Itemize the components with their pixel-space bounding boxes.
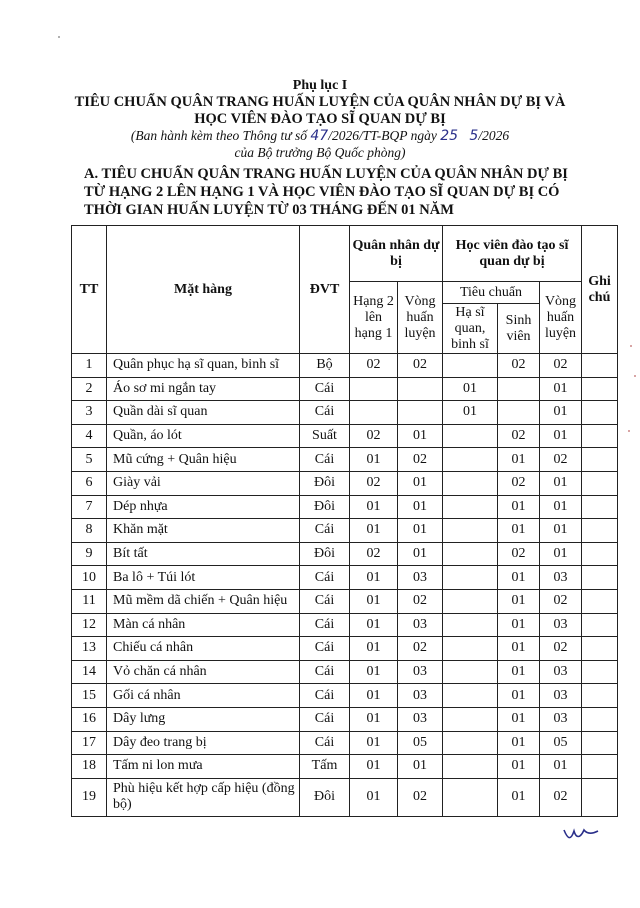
cell-tt: 16 — [72, 707, 107, 731]
handwritten-circular-number: 47 — [310, 128, 329, 144]
cell-unit: Đôi — [300, 542, 350, 566]
cell-tt: 14 — [72, 660, 107, 684]
cell-tt: 11 — [72, 589, 107, 613]
cell-student: 02 — [498, 471, 540, 495]
cell-rank-up: 01 — [350, 519, 398, 543]
cell-nco-soldier — [443, 660, 498, 684]
cell-nco-soldier — [443, 707, 498, 731]
cell-note — [582, 424, 618, 448]
cell-unit: Đôi — [300, 778, 350, 816]
section-heading-line-1: A. TIÊU CHUẨN QUÂN TRANG HUẤN LUYỆN CỦA QUÂN NHÂN DỰ BỊ — [84, 166, 568, 182]
cell-student: 01 — [498, 448, 540, 472]
table-row — [72, 471, 618, 495]
document-title-line-2: HỌC VIÊN ĐÀO TẠO SĨ QUAN DỰ BỊ — [194, 111, 446, 127]
cell-nco-soldier — [443, 542, 498, 566]
header-unit: ĐVT — [300, 226, 350, 354]
cell-tt: 1 — [72, 354, 107, 378]
table-row — [72, 448, 618, 472]
cell-nco-soldier — [443, 637, 498, 661]
cell-unit: Cái — [300, 637, 350, 661]
cell-rank-up: 01 — [350, 566, 398, 590]
cell-reserve-cycle: 03 — [398, 707, 443, 731]
table-row — [72, 755, 618, 779]
cell-reserve-cycle: 01 — [398, 424, 443, 448]
table-row — [72, 424, 618, 448]
cell-nco-soldier — [443, 755, 498, 779]
cell-unit: Cái — [300, 731, 350, 755]
cell-student-cycle: 01 — [540, 424, 582, 448]
cell-nco-soldier — [443, 589, 498, 613]
cell-tt: 6 — [72, 471, 107, 495]
cell-note — [582, 660, 618, 684]
cell-unit: Cái — [300, 660, 350, 684]
cell-unit: Cái — [300, 448, 350, 472]
cell-student: 01 — [498, 660, 540, 684]
cell-nco-soldier — [443, 519, 498, 543]
cell-student: 01 — [498, 566, 540, 590]
cell-reserve-cycle — [398, 401, 443, 425]
header-tt: TT — [72, 226, 107, 354]
cell-reserve-cycle: 01 — [398, 471, 443, 495]
issuance-prefix: (Ban hành kèm theo Thông tư số — [130, 128, 307, 143]
cell-rank-up: 02 — [350, 354, 398, 378]
scan-artifact — [630, 345, 632, 347]
handwritten-day: 25 — [440, 128, 459, 144]
cell-nco-soldier — [443, 731, 498, 755]
issuance-note-line-2: của Bộ trưởng Bộ Quốc phòng) — [234, 145, 406, 160]
cell-student-cycle: 03 — [540, 660, 582, 684]
cell-reserve-cycle: 02 — [398, 637, 443, 661]
cell-note — [582, 542, 618, 566]
cell-item: Tấm ni lon mưa — [107, 755, 300, 779]
table-row — [72, 637, 618, 661]
table-row — [72, 377, 618, 401]
cell-reserve-cycle: 02 — [398, 589, 443, 613]
cell-rank-up: 01 — [350, 684, 398, 708]
cell-note — [582, 755, 618, 779]
cell-student-cycle: 01 — [540, 471, 582, 495]
cell-rank-up: 01 — [350, 613, 398, 637]
cell-note — [582, 684, 618, 708]
scan-artifact — [634, 375, 636, 377]
table-row — [72, 660, 618, 684]
section-heading-line-3: THỜI GIAN HUẤN LUYỆN TỪ 03 THÁNG ĐẾN 01 NĂM — [84, 202, 454, 218]
cell-note — [582, 377, 618, 401]
cell-item: Dây đeo trang bị — [107, 731, 300, 755]
cell-nco-soldier: 01 — [443, 401, 498, 425]
cell-student-cycle: 01 — [540, 495, 582, 519]
cell-rank-up — [350, 401, 398, 425]
cell-reserve-cycle: 05 — [398, 731, 443, 755]
cell-item: Áo sơ mi ngắn tay — [107, 377, 300, 401]
cell-unit: Bộ — [300, 354, 350, 378]
cell-reserve-cycle: 03 — [398, 660, 443, 684]
cell-tt: 7 — [72, 495, 107, 519]
cell-student-cycle: 01 — [540, 542, 582, 566]
cell-student: 01 — [498, 613, 540, 637]
cell-reserve-cycle: 02 — [398, 778, 443, 816]
cell-rank-up: 02 — [350, 542, 398, 566]
cell-nco-soldier — [443, 566, 498, 590]
cell-item: Gối cá nhân — [107, 684, 300, 708]
cell-reserve-cycle: 02 — [398, 448, 443, 472]
document-title-line-1: TIÊU CHUẨN QUÂN TRANG HUẤN LUYỆN CỦA QUÂN NHÂN DỰ BỊ VÀ — [74, 94, 566, 110]
cell-tt: 8 — [72, 519, 107, 543]
cell-reserve-cycle: 03 — [398, 613, 443, 637]
cell-note — [582, 589, 618, 613]
cell-item: Phù hiệu kết hợp cấp hiệu (đồng bộ) — [107, 778, 300, 816]
cell-note — [582, 778, 618, 816]
cell-tt: 17 — [72, 731, 107, 755]
cell-tt: 19 — [72, 778, 107, 816]
table-row — [72, 778, 618, 816]
table-row — [72, 401, 618, 425]
cell-unit: Cái — [300, 589, 350, 613]
table-row — [72, 731, 618, 755]
cell-item: Chiếu cá nhân — [107, 637, 300, 661]
cell-nco-soldier — [443, 471, 498, 495]
cell-student — [498, 377, 540, 401]
cell-student-cycle: 03 — [540, 707, 582, 731]
cell-nco-soldier — [443, 495, 498, 519]
cell-student: 01 — [498, 707, 540, 731]
cell-rank-up: 01 — [350, 495, 398, 519]
cell-student-cycle: 02 — [540, 354, 582, 378]
cell-tt: 13 — [72, 637, 107, 661]
cell-note — [582, 707, 618, 731]
cell-item: Vỏ chăn cá nhân — [107, 660, 300, 684]
cell-student: 01 — [498, 495, 540, 519]
appendix-label: Phụ lục I — [292, 78, 348, 93]
cell-note — [582, 519, 618, 543]
cell-student: 01 — [498, 755, 540, 779]
cell-unit: Đôi — [300, 495, 350, 519]
cell-rank-up: 02 — [350, 471, 398, 495]
cell-unit: Tấm — [300, 755, 350, 779]
cell-nco-soldier — [443, 684, 498, 708]
cell-note — [582, 566, 618, 590]
cell-unit: Cái — [300, 519, 350, 543]
section-heading-line-2: TỪ HẠNG 2 LÊN HẠNG 1 VÀ HỌC VIÊN ĐÀO TẠO SĨ QUAN DỰ BỊ CÓ — [84, 184, 560, 200]
cell-student-cycle: 03 — [540, 566, 582, 590]
header-nco-soldier: Hạ sĩ quan, binh sĩ — [443, 304, 498, 354]
cell-note — [582, 731, 618, 755]
table-row — [72, 519, 618, 543]
scan-artifact — [628, 430, 630, 432]
issuance-mid: /2026/TT-BQP ngày — [328, 128, 437, 143]
cell-unit: Cái — [300, 566, 350, 590]
cell-item: Khăn mặt — [107, 519, 300, 543]
cell-tt: 12 — [72, 613, 107, 637]
cell-student-cycle: 01 — [540, 755, 582, 779]
cell-item: Bít tất — [107, 542, 300, 566]
cell-note — [582, 354, 618, 378]
scan-artifact — [58, 36, 60, 38]
cell-student: 01 — [498, 684, 540, 708]
cell-reserve-cycle: 01 — [398, 542, 443, 566]
cell-unit: Cái — [300, 377, 350, 401]
cell-item: Mũ cứng + Quân hiệu — [107, 448, 300, 472]
cell-rank-up: 01 — [350, 731, 398, 755]
cell-reserve-cycle: 01 — [398, 755, 443, 779]
cell-unit: Đôi — [300, 471, 350, 495]
cell-student-cycle: 02 — [540, 637, 582, 661]
cell-note — [582, 471, 618, 495]
cell-note — [582, 495, 618, 519]
cell-student: 01 — [498, 519, 540, 543]
cell-unit: Cái — [300, 707, 350, 731]
cell-rank-up: 01 — [350, 448, 398, 472]
cell-tt: 15 — [72, 684, 107, 708]
cell-student — [498, 401, 540, 425]
cell-rank-up: 02 — [350, 424, 398, 448]
cell-tt: 4 — [72, 424, 107, 448]
cell-student-cycle: 05 — [540, 731, 582, 755]
cell-student: 02 — [498, 424, 540, 448]
cell-nco-soldier — [443, 613, 498, 637]
header-reserve-group: Quân nhân dự bị — [350, 226, 443, 282]
cell-item: Dép nhựa — [107, 495, 300, 519]
cell-tt: 2 — [72, 377, 107, 401]
cell-unit: Cái — [300, 613, 350, 637]
cell-rank-up: 01 — [350, 589, 398, 613]
cell-rank-up: 01 — [350, 778, 398, 816]
cell-nco-soldier — [443, 354, 498, 378]
cell-tt: 3 — [72, 401, 107, 425]
table-body — [72, 354, 618, 817]
cell-student-cycle: 02 — [540, 778, 582, 816]
cell-student-cycle: 01 — [540, 401, 582, 425]
table-row — [72, 684, 618, 708]
table-row — [72, 354, 618, 378]
cell-student-cycle: 02 — [540, 589, 582, 613]
cell-nco-soldier: 01 — [443, 377, 498, 401]
cell-rank-up — [350, 377, 398, 401]
table-row — [72, 566, 618, 590]
cell-student: 01 — [498, 778, 540, 816]
cell-tt: 18 — [72, 755, 107, 779]
cell-item: Dây lưng — [107, 707, 300, 731]
cell-reserve-cycle: 03 — [398, 684, 443, 708]
header-student: Sinh viên — [498, 304, 540, 354]
cell-item: Giày vải — [107, 471, 300, 495]
cell-rank-up: 01 — [350, 707, 398, 731]
cell-student: 01 — [498, 637, 540, 661]
cell-reserve-cycle: 01 — [398, 519, 443, 543]
header-item: Mặt hàng — [107, 226, 300, 354]
header-note: Ghi chú — [582, 226, 618, 354]
cell-tt: 5 — [72, 448, 107, 472]
table-row — [72, 542, 618, 566]
cell-tt: 10 — [72, 566, 107, 590]
cell-rank-up: 01 — [350, 637, 398, 661]
cell-note — [582, 613, 618, 637]
cell-reserve-cycle: 03 — [398, 566, 443, 590]
cell-student-cycle: 03 — [540, 684, 582, 708]
cell-unit: Cái — [300, 684, 350, 708]
cell-reserve-cycle: 02 — [398, 354, 443, 378]
cell-student: 01 — [498, 589, 540, 613]
table-row — [72, 707, 618, 731]
cell-note — [582, 448, 618, 472]
cell-rank-up: 01 — [350, 755, 398, 779]
cell-nco-soldier — [443, 448, 498, 472]
cell-unit: Cái — [300, 401, 350, 425]
handwritten-month: 5 — [469, 128, 479, 144]
cell-item: Mũ mềm dã chiến + Quân hiệu — [107, 589, 300, 613]
cell-item: Quân phục hạ sĩ quan, binh sĩ — [107, 354, 300, 378]
cell-rank-up: 01 — [350, 660, 398, 684]
cell-nco-soldier — [443, 424, 498, 448]
cell-note — [582, 637, 618, 661]
signature-initial-mark — [562, 822, 602, 844]
cell-item: Ba lô + Túi lót — [107, 566, 300, 590]
table-row — [72, 495, 618, 519]
cell-item: Quần dài sĩ quan — [107, 401, 300, 425]
header-rank-up: Hạng 2 lên hạng 1 — [350, 282, 398, 354]
cell-student-cycle: 02 — [540, 448, 582, 472]
cell-student-cycle: 01 — [540, 377, 582, 401]
cell-note — [582, 401, 618, 425]
header-student-group: Học viên đào tạo sĩ quan dự bị — [443, 226, 582, 282]
header-reserve-cycle: Vòng huấn luyện — [398, 282, 443, 354]
table-row — [72, 613, 618, 637]
cell-nco-soldier — [443, 778, 498, 816]
cell-student: 01 — [498, 731, 540, 755]
cell-tt: 9 — [72, 542, 107, 566]
cell-student-cycle: 01 — [540, 519, 582, 543]
equipment-standards-table — [71, 225, 618, 817]
cell-unit: Suất — [300, 424, 350, 448]
table-row — [72, 589, 618, 613]
header-student-cycle: Vòng huấn luyện — [540, 282, 582, 354]
cell-student: 02 — [498, 354, 540, 378]
cell-reserve-cycle — [398, 377, 443, 401]
cell-item: Màn cá nhân — [107, 613, 300, 637]
issuance-note-line-1 — [0, 128, 640, 144]
cell-item: Quần, áo lót — [107, 424, 300, 448]
cell-student: 02 — [498, 542, 540, 566]
header-standard: Tiêu chuẩn — [443, 282, 540, 304]
cell-student-cycle: 03 — [540, 613, 582, 637]
cell-reserve-cycle: 01 — [398, 495, 443, 519]
issuance-year: /2026 — [478, 128, 510, 143]
